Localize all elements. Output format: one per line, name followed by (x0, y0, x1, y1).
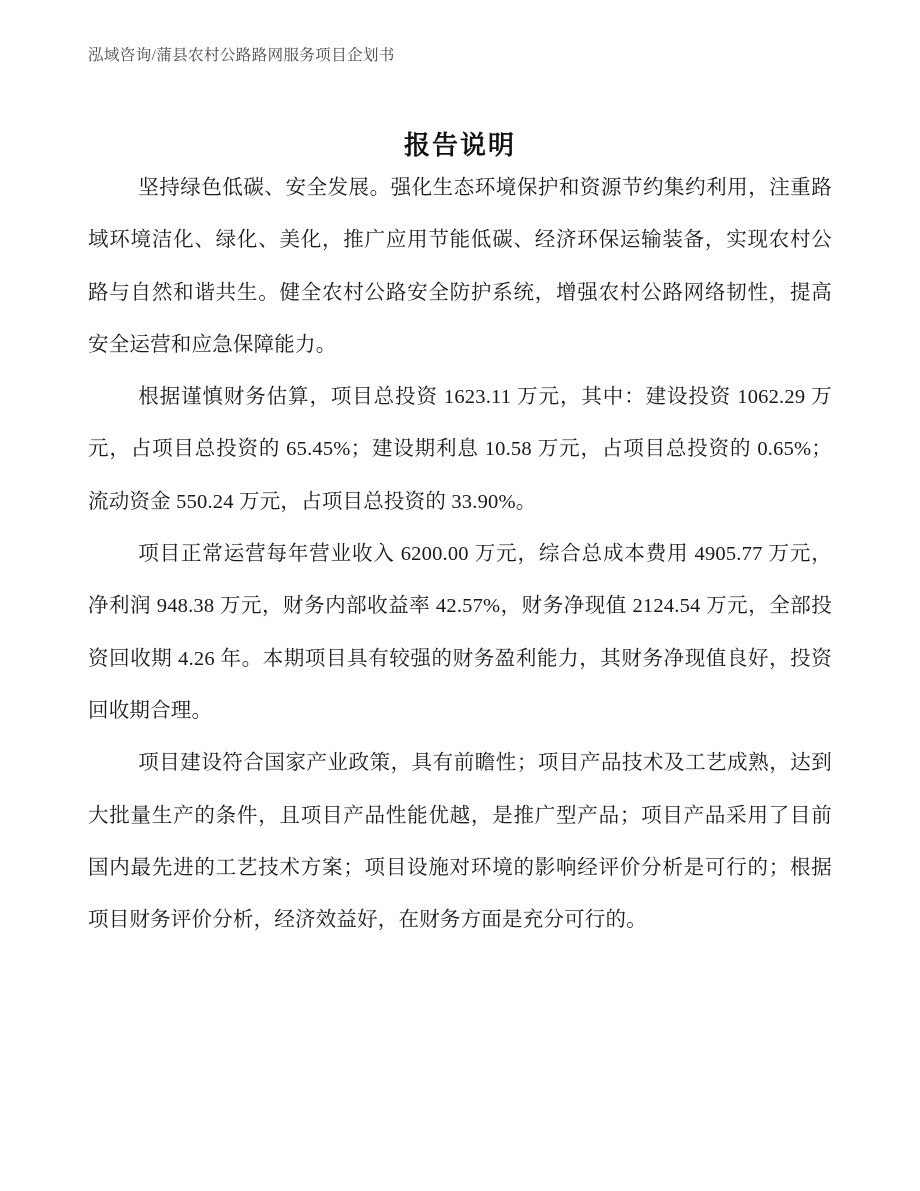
paragraph-operating-results: 项目正常运营每年营业收入 6200.00 万元，综合总成本费用 4905.77 万元，净利润 948.38 万元，财务内部收益率 42.57%，财务净现值 2124.54 万元，全部投资回收期 4.26 年。本期项目具有较强的财务盈利能力，其财务净现值良好，投资回收期合理。 (88, 543, 832, 722)
document-body (88, 162, 832, 946)
paragraph-feasibility-conclusion: 项目建设符合国家产业政策，具有前瞻性；项目产品技术及工艺成熟，达到大批量生产的条件，且项目产品性能优越，是推广型产品；项目产品采用了目前国内最先进的工艺技术方案；项目设施对环境的影响经评价分析是可行的；根据项目财务评价分析，经济效益好，在财务方面是充分可行的。 (88, 752, 832, 932)
document-header: 泓域咨询/蒲县农村公路路网服务项目企划书 (88, 47, 395, 64)
page-title: 报告说明 (403, 131, 516, 161)
paragraph-green-development: 坚持绿色低碳、安全发展。强化生态环境保护和资源节约集约利用，注重路域环境洁化、绿化、美化，推广应用节能低碳、经济环保运输装备，实现农村公路与自然和谐共生。健全农村公路安全防护系统，增强农村公路网络韧性，提高安全运营和应急保障能力。 (88, 177, 832, 356)
paragraph-total-investment: 根据谨慎财务估算，项目总投资 1623.11 万元，其中：建设投资 1062.29 万元，占项目总投资的 65.45%；建设期利息 10.58 万元，占项目总投资的 0.65%；流动资金 550.24 万元，占项目总投资的 33.90%。 (88, 386, 832, 513)
